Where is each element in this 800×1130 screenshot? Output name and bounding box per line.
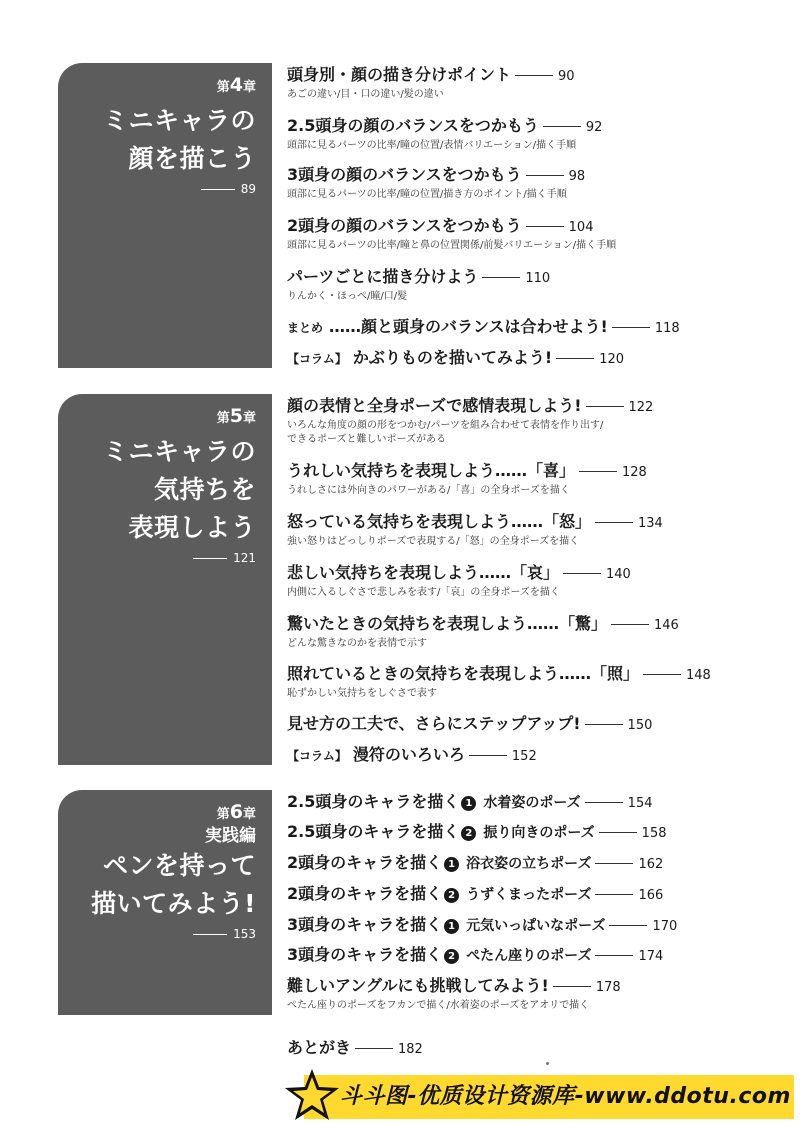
- toc-entry[interactable]: 2頭身の顔のバランスをつかもう 104 頭部に見るパーツの比率/瞳と鼻の位置関係/前髪バリエーション/描く手順: [287, 216, 617, 251]
- chapter-6-panel: [58, 790, 270, 1015]
- chapter-label: 第6章: [216, 801, 256, 823]
- chapter-label: 第5章: [216, 405, 256, 427]
- toc-entry[interactable]: 3頭身のキャラを描く 2 ぺたん座りのポーズ 174: [287, 945, 664, 964]
- toc-entry[interactable]: 照れているときの気持ちを表現しよう……「照」 148 恥ずかしい気持ちをしぐさで表す: [287, 664, 711, 699]
- chapter-page: 153: [68, 927, 256, 941]
- chapter-label: 第4章: [216, 74, 256, 96]
- chapter-page: 121: [68, 551, 256, 565]
- toc-entry[interactable]: 怒っている気持ちを表現しよう……「怒」 134 強い怒りはどっしりポーズで表現する/「怒」の全身ポーズを描く: [287, 512, 663, 547]
- toc-entry[interactable]: 2.5頭身のキャラを描く 1 水着姿のポーズ 154: [287, 792, 653, 811]
- toc-entry[interactable]: 頭身別・顔の描き分けポイント 90 あごの違い/目・口の違い/髪の違い: [287, 65, 575, 100]
- chapter-title: ミニキャラの 顔を描こう: [102, 106, 256, 173]
- toc-entry[interactable]: 2頭身のキャラを描く 1 浴衣姿の立ちポーズ 162: [287, 853, 664, 872]
- toc-entry[interactable]: 2.5頭身の顔のバランスをつかもう 92 頭部に見るパーツの比率/瞳の位置/表情バリエーション/描く手順: [287, 116, 603, 151]
- chapter-6-divider: [270, 790, 272, 1015]
- toc-entry[interactable]: 見せ方の工夫で、さらにステップアップ! 150: [287, 714, 653, 733]
- speck: [546, 1062, 549, 1065]
- toc-entry[interactable]: うれしい気持ちを表現しよう……「喜」 128 うれしさには外向きのパワーがある/「喜」の全身ポーズを描く: [287, 461, 647, 496]
- watermark-banner[interactable]: 斗斗图-优质设计资源库-www.ddotu.com: [304, 1075, 794, 1119]
- toc-entry[interactable]: 【コラム】 漫符のいろいろ 152: [287, 745, 537, 764]
- chapter-5-divider: [270, 394, 272, 765]
- toc-entry[interactable]: 驚いたときの気持ちを表現しよう……「驚」 146 どんな驚きなのかを表情で示す: [287, 614, 679, 649]
- toc-entry[interactable]: 難しいアングルにも挑戦してみよう! 178 ぺたん座りのポーズをフカンで描く/水着姿のポーズをアオリで描く: [287, 976, 621, 1011]
- toc-entry[interactable]: 【コラム】 かぶりものを描いてみよう! 120: [287, 348, 625, 367]
- chapter-page: 89: [68, 182, 256, 196]
- toc-entry-afterword[interactable]: あとがき 182: [287, 1038, 423, 1057]
- toc-entry[interactable]: まとめ ……顔と頭身のバランスは合わせよう! 118: [287, 317, 680, 336]
- star-icon: [282, 1066, 342, 1126]
- chapter-4-divider: [270, 63, 272, 368]
- chapter-title: ミニキャラの 気持ちを 表現しよう: [102, 437, 256, 542]
- toc-entry[interactable]: 顔の表情と全身ポーズで感情表現しよう! 122 いろんな角度の顔の形をつかむ/パーツを組み合わせて表情を作り出す/ できるポーズと難しいポーズがある: [287, 396, 654, 445]
- chapter-4-panel: [58, 63, 270, 368]
- chapter-title: ペンを持って 描いてみよう!: [91, 851, 256, 918]
- toc-entry[interactable]: 3頭身のキャラを描く 1 元気いっぱいなポーズ 170: [287, 915, 678, 934]
- chapter-subtitle: 実践編: [205, 826, 256, 846]
- chapter-5-panel: [58, 394, 270, 765]
- toc-entry[interactable]: 2頭身のキャラを描く 2 うずくまったポーズ 166: [287, 884, 664, 903]
- toc-entry[interactable]: 悲しい気持ちを表現しよう……「哀」 140 内側に入るしぐさで悲しみを表す/「哀」の全身ポーズを描く: [287, 563, 631, 598]
- toc-entry[interactable]: 3頭身の顔のバランスをつかもう 98 頭部に見るパーツの比率/瞳の位置/描き方のポイント/描く手順: [287, 165, 586, 200]
- toc-entry[interactable]: パーツごとに描き分けよう 110 りんかく・ほっぺ/瞳/口/髪: [287, 267, 551, 302]
- toc-entry[interactable]: 2.5頭身のキャラを描く 2 振り向きのポーズ 158: [287, 822, 667, 841]
